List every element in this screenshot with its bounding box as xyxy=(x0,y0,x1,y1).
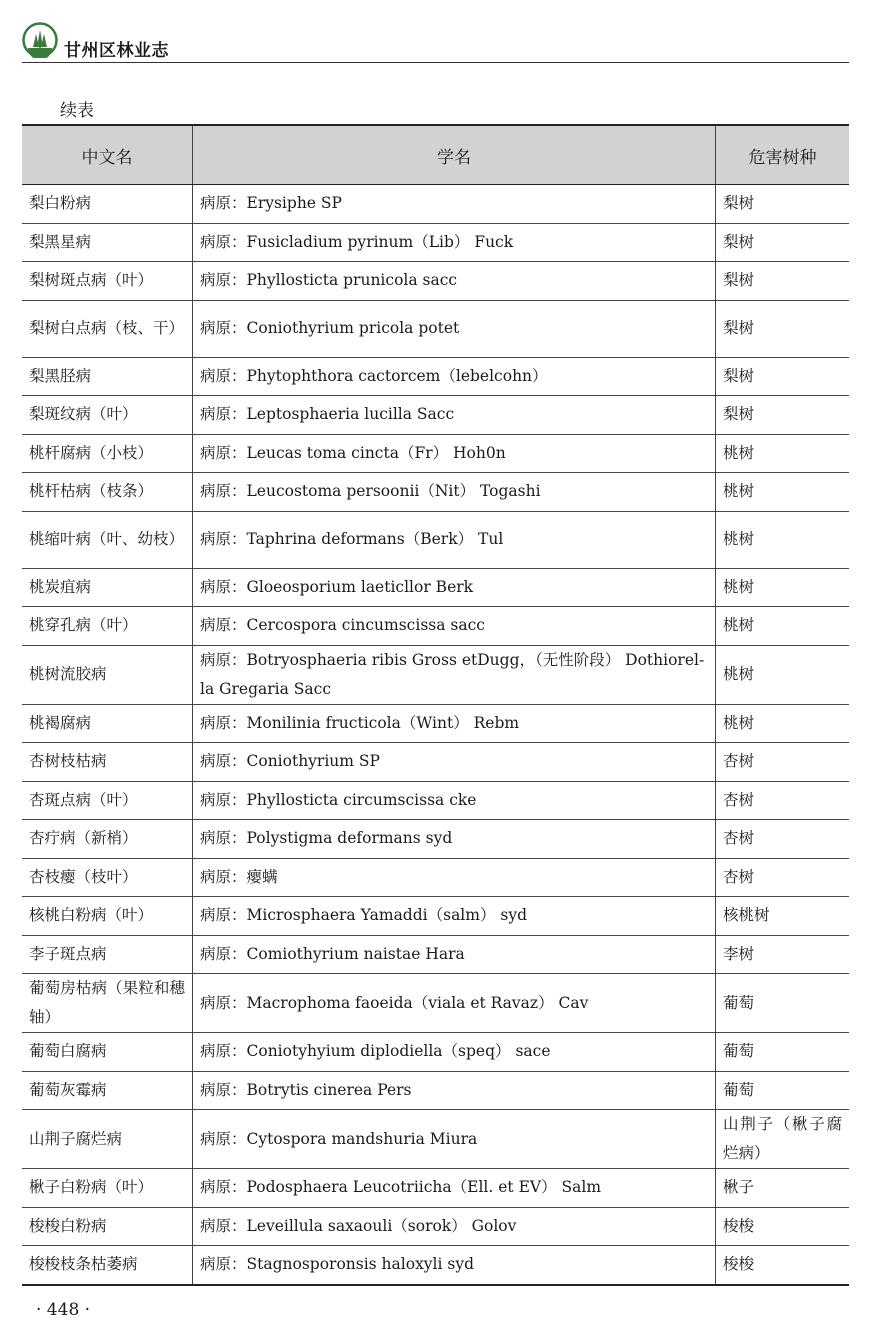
scientific-name-cell: 病原：Leveillula saxaouli（sorok） Golov xyxy=(193,1207,716,1246)
table-row xyxy=(22,300,849,357)
host-tree-cell: 梨树 xyxy=(716,185,850,224)
scientific-name-cell: 病原：Gloeosporium laeticllor Berk xyxy=(193,568,716,607)
host-tree-cell: 杏树 xyxy=(716,820,850,859)
chinese-name-cell: 李子斑点病 xyxy=(22,935,193,974)
scientific-name-cell: 病原：Leptosphaeria lucilla Sacc xyxy=(193,396,716,435)
scientific-name-cell: 病原：瘿螨 xyxy=(193,858,716,897)
table-row xyxy=(22,1169,849,1208)
chinese-name-cell: 杏斑点病（叶） xyxy=(22,781,193,820)
table-row xyxy=(22,935,849,974)
table-row xyxy=(22,185,849,224)
scientific-name-cell: 病原：Coniothyrium SP xyxy=(193,743,716,782)
table-row xyxy=(22,858,849,897)
forest-trees-logo-icon xyxy=(22,22,58,58)
scientific-name-cell: 病原：Coniotyhyium diplodiella（speq） sace xyxy=(193,1033,716,1072)
scientific-name-cell: 病原：Podosphaera Leucotriicha（Ell. et EV） Salm xyxy=(193,1169,716,1208)
table-body xyxy=(22,185,849,1285)
scientific-name-cell: 病原：Cytospora mandshuria Miura xyxy=(193,1110,716,1169)
table-row xyxy=(22,820,849,859)
host-tree-cell: 桃树 xyxy=(716,645,850,704)
chinese-name-cell: 山荆子腐烂病 xyxy=(22,1110,193,1169)
scientific-name-cell: 病原：Botrytis cinerea Pers xyxy=(193,1071,716,1110)
scientific-name-cell: 病原：Stagnosporonsis haloxyli syd xyxy=(193,1246,716,1285)
scientific-name-cell: 病原：Erysiphe SP xyxy=(193,185,716,224)
scientific-name-cell: 病原：Botryosphaeria ribis Gross etDugg，（无性阶段） Dothiorel-la Gregaria Sacc xyxy=(193,645,716,704)
host-tree-cell: 葡萄 xyxy=(716,1071,850,1110)
scientific-name-cell: 病原：Phyllosticta circumscissa cke xyxy=(193,781,716,820)
table-row xyxy=(22,645,849,704)
chinese-name-cell: 梨树白点病（枝、干） xyxy=(22,300,193,357)
chinese-name-cell: 杏疔病（新梢） xyxy=(22,820,193,859)
host-tree-cell: 梨树 xyxy=(716,300,850,357)
table-row xyxy=(22,223,849,262)
chinese-name-cell: 梭梭枝条枯萎病 xyxy=(22,1246,193,1285)
scientific-name-cell: 病原：Macrophoma faoeida（viala et Ravaz） Cav xyxy=(193,974,716,1033)
scientific-name-cell: 病原：Polystigma deformans syd xyxy=(193,820,716,859)
host-tree-cell: 梭梭 xyxy=(716,1207,850,1246)
column-header-chinese-name: 中文名 xyxy=(22,125,193,185)
host-tree-cell: 李树 xyxy=(716,935,850,974)
host-tree-cell: 楸子 xyxy=(716,1169,850,1208)
continued-label: 续表 xyxy=(60,101,94,121)
book-title: 甘州区林业志 xyxy=(64,41,169,61)
table-row xyxy=(22,1110,849,1169)
host-tree-cell: 桃树 xyxy=(716,568,850,607)
chinese-name-cell: 梨黑星病 xyxy=(22,223,193,262)
table-row xyxy=(22,1207,849,1246)
chinese-name-cell: 桃树流胶病 xyxy=(22,645,193,704)
chinese-name-cell: 核桃白粉病（叶） xyxy=(22,897,193,936)
chinese-name-cell: 梭梭白粉病 xyxy=(22,1207,193,1246)
chinese-name-cell: 桃杆枯病（枝条） xyxy=(22,473,193,512)
table-row xyxy=(22,396,849,435)
chinese-name-cell: 梨白粉病 xyxy=(22,185,193,224)
table-row xyxy=(22,743,849,782)
scientific-name-cell: 病原：Cercospora cincumscissa sacc xyxy=(193,607,716,646)
disease-table xyxy=(22,124,849,1286)
scientific-name-cell: 病原：Taphrina deformans（Berk） Tul xyxy=(193,511,716,568)
table-header-row xyxy=(22,125,849,185)
column-header-scientific-name: 学名 xyxy=(193,125,716,185)
host-tree-cell: 梨树 xyxy=(716,262,850,301)
scientific-name-cell: 病原：Microsphaera Yamaddi（salm） syd xyxy=(193,897,716,936)
chinese-name-cell: 梨树斑点病（叶） xyxy=(22,262,193,301)
table-row xyxy=(22,781,849,820)
chinese-name-cell: 桃杆腐病（小枝） xyxy=(22,434,193,473)
chinese-name-cell: 葡萄房枯病（果粒和穗轴） xyxy=(22,974,193,1033)
host-tree-cell: 梨树 xyxy=(716,396,850,435)
table-row xyxy=(22,262,849,301)
host-tree-cell: 杏树 xyxy=(716,781,850,820)
table-row xyxy=(22,607,849,646)
scientific-name-cell: 病原：Leucostoma persoonii（Nit） Togashi xyxy=(193,473,716,512)
host-tree-cell: 桃树 xyxy=(716,704,850,743)
scientific-name-cell: 病原：Phytophthora cactorcem（lebelcohn） xyxy=(193,357,716,396)
host-tree-cell: 葡萄 xyxy=(716,1033,850,1072)
chinese-name-cell: 桃穿孔病（叶） xyxy=(22,607,193,646)
scientific-name-cell: 病原：Fusicladium pyrinum（Lib） Fuck xyxy=(193,223,716,262)
table-row xyxy=(22,1033,849,1072)
chinese-name-cell: 杏树枝枯病 xyxy=(22,743,193,782)
chinese-name-cell: 楸子白粉病（叶） xyxy=(22,1169,193,1208)
scientific-name-cell: 病原：Comiothyrium naistae Hara xyxy=(193,935,716,974)
table-row xyxy=(22,568,849,607)
host-tree-cell: 梨树 xyxy=(716,223,850,262)
chinese-name-cell: 杏枝瘿（枝叶） xyxy=(22,858,193,897)
host-tree-cell: 梭梭 xyxy=(716,1246,850,1285)
host-tree-cell: 山荆子（楸子腐烂病） xyxy=(716,1110,850,1169)
scientific-name-cell: 病原：Leucas toma cincta（Fr） Hoh0n xyxy=(193,434,716,473)
table-row xyxy=(22,704,849,743)
chinese-name-cell: 梨斑纹病（叶） xyxy=(22,396,193,435)
host-tree-cell: 桃树 xyxy=(716,473,850,512)
table-row xyxy=(22,511,849,568)
table-row xyxy=(22,1071,849,1110)
scientific-name-cell: 病原：Coniothyrium pricola potet xyxy=(193,300,716,357)
table-row xyxy=(22,434,849,473)
chinese-name-cell: 梨黑胫病 xyxy=(22,357,193,396)
table-row xyxy=(22,897,849,936)
host-tree-cell: 桃树 xyxy=(716,511,850,568)
scientific-name-cell: 病原：Monilinia fructicola（Wint） Rebm xyxy=(193,704,716,743)
chinese-name-cell: 葡萄灰霉病 xyxy=(22,1071,193,1110)
table-row xyxy=(22,473,849,512)
chinese-name-cell: 桃缩叶病（叶、幼枝） xyxy=(22,511,193,568)
chinese-name-cell: 葡萄白腐病 xyxy=(22,1033,193,1072)
host-tree-cell: 核桃树 xyxy=(716,897,850,936)
chinese-name-cell: 桃褐腐病 xyxy=(22,704,193,743)
page-number: · 448 · xyxy=(36,1300,91,1320)
host-tree-cell: 桃树 xyxy=(716,607,850,646)
table-row xyxy=(22,357,849,396)
host-tree-cell: 葡萄 xyxy=(716,974,850,1033)
host-tree-cell: 杏树 xyxy=(716,743,850,782)
column-header-host-tree: 危害树种 xyxy=(716,125,850,185)
host-tree-cell: 杏树 xyxy=(716,858,850,897)
table-row xyxy=(22,1246,849,1285)
page-header xyxy=(22,22,849,63)
host-tree-cell: 梨树 xyxy=(716,357,850,396)
scientific-name-cell: 病原：Phyllosticta prunicola sacc xyxy=(193,262,716,301)
chinese-name-cell: 桃炭疽病 xyxy=(22,568,193,607)
host-tree-cell: 桃树 xyxy=(716,434,850,473)
table-row xyxy=(22,974,849,1033)
